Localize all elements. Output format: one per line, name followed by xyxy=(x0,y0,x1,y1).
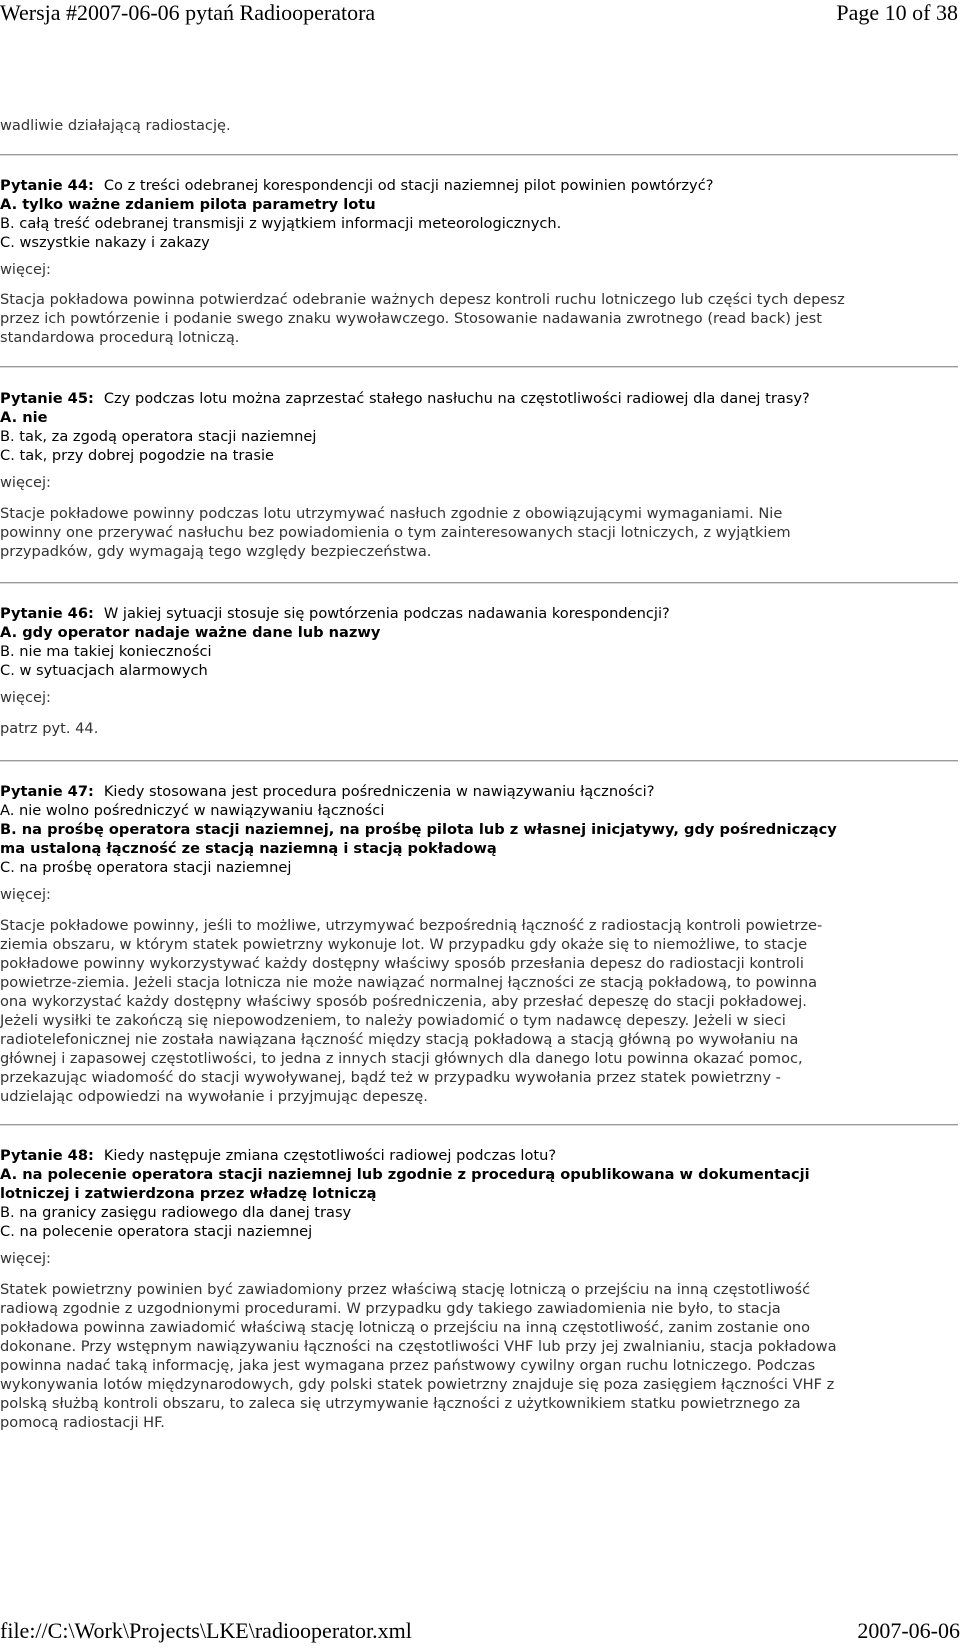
question-48-answer-a: A. na polecenie operatora stacji naziemnej lub zgodnie z procedurą opublikowana w dokumentacji xyxy=(0,1166,810,1183)
question-44-answer-a: A. tylko ważne zdaniem pilota parametry lotu xyxy=(0,196,376,213)
divider xyxy=(0,1124,958,1126)
question-47-answer-b-continued: ma ustaloną łączność ze stacją naziemną i stacją pokładową xyxy=(0,840,497,857)
print-date: 2007-06-06 xyxy=(857,1618,960,1643)
question-44-text xyxy=(0,176,713,196)
question-45-text xyxy=(0,389,810,409)
question-45-answer-b: B. tak, za zgodą operatora stacji naziemnej xyxy=(0,428,317,445)
question-48-explanation-line: powinna nadać taką informację, jaka jest wymagana przez państwowy cywilny organ ruchu lotniczego. Podczas xyxy=(0,1357,816,1374)
page-header xyxy=(0,0,960,40)
question-47-explanation-line: głównej i zapasowej częstotliwości, to jedna z innych stacji głównych dla danego lotu powinna okazać pomoc, xyxy=(0,1050,803,1067)
question-46-answer-b: B. nie ma takiej konieczności xyxy=(0,643,212,660)
question-45-answer-c: C. tak, przy dobrej pogodzie na trasie xyxy=(0,447,274,464)
question-48-explanation-line: wykonywania lotów międzynarodowych, gdy polski statek powietrzny znajduje się poza zasięgiem łączności VHF z xyxy=(0,1376,835,1393)
question-44-explanation-line: przez ich powtórzenie i podanie swego znaku wywoławczego. Stosowanie nadawania zwrotnego (read back) jest xyxy=(0,310,822,327)
question-46-answer-a: A. gdy operator nadaje ważne dane lub nazwy xyxy=(0,624,381,641)
question-47-explanation-line: Stacje pokładowe powinny, jeśli to możliwe, utrzymywać bezpośrednią łączność z radiostacją kontroli powietrze- xyxy=(0,917,823,934)
divider xyxy=(0,760,958,762)
question-46-explanation-line: patrz pyt. 44. xyxy=(0,720,99,737)
question-47-text xyxy=(0,782,654,802)
divider xyxy=(0,582,958,584)
question-48-text xyxy=(0,1146,556,1166)
question-48-answer-b: B. na granicy zasięgu radiowego dla danej trasy xyxy=(0,1204,352,1221)
question-46-label: Pytanie 46: xyxy=(0,605,94,622)
question-45-more-label: więcej: xyxy=(0,474,51,491)
question-48-explanation-line: pokładowa powinna zawiadomić właściwą stację lotniczą o przejściu na inną częstotliwość, zanim zostanie ono xyxy=(0,1319,811,1336)
question-46-text xyxy=(0,604,670,624)
divider xyxy=(0,366,958,368)
question-48-answer-c: C. na polecenie operatora stacji naziemnej xyxy=(0,1223,313,1240)
question-44-more-label: więcej: xyxy=(0,261,51,278)
question-47-more-label: więcej: xyxy=(0,886,51,903)
question-46-more-label: więcej: xyxy=(0,689,51,706)
question-47-explanation-line: przekazując wiadomość do stacji wywoływanej, bądź też w przypadku wywołania przez statek powietrzny - xyxy=(0,1069,781,1086)
question-44-explanation-line: Stacja pokładowa powinna potwierdzać odebranie ważnych depesz kontroli ruchu lotniczego lub części tych depesz xyxy=(0,291,845,308)
question-47-body: Kiedy stosowana jest procedura pośredniczenia w nawiązywaniu łączności? xyxy=(103,783,655,800)
question-44-label: Pytanie 44: xyxy=(0,177,94,194)
continuation-text: wadliwie działającą radiostację. xyxy=(0,117,231,134)
question-44-answer-b: B. całą treść odebranej transmisji z wyjątkiem informacji meteorologicznych. xyxy=(0,215,562,232)
question-48-explanation-line: dokonane. Przy wstępnym nawiązywaniu łączności na częstotliwości VHF lub przy jej zwalnianiu, stacja pokładowa xyxy=(0,1338,837,1355)
question-47-explanation-line: ona wykorzystać każdy dostępny właściwy sposób pośredniczenia, aby przesłać depeszę do stacji pokładowej. xyxy=(0,993,807,1010)
question-48-explanation-line: pomocą radiostacji HF. xyxy=(0,1414,165,1431)
question-48-answer-a-continued: lotniczej i zatwierdzona przez władzę lotniczą xyxy=(0,1185,377,1202)
question-44-explanation-line: standardowa procedurą lotniczą. xyxy=(0,329,240,346)
question-47-answer-b: B. na prośbę operatora stacji naziemnej, na prośbę pilota lub z własnej inicjatywy, gdy pośredniczący xyxy=(0,821,837,838)
page-footer xyxy=(0,1618,960,1650)
question-46-answer-c: C. w sytuacjach alarmowych xyxy=(0,662,208,679)
question-48-more-label: więcej: xyxy=(0,1250,51,1267)
file-path: file://C:\Work\Projects\LKE\radiooperator.xml xyxy=(0,1618,412,1643)
divider xyxy=(0,154,958,156)
question-48-explanation-line: polską służbą kontroli obszaru, to zaleca się utrzymywanie łączności z użytkownikiem statku powietrznego za xyxy=(0,1395,801,1412)
question-45-label: Pytanie 45: xyxy=(0,390,94,407)
question-47-explanation-line: powietrze-ziemia. Jeżeli stacja lotnicza nie może nawiązać normalnej łączności ze stacją pokładową, to powinna xyxy=(0,974,818,991)
question-48-body: Kiedy następuje zmiana częstotliwości radiowej podczas lotu? xyxy=(103,1147,557,1164)
question-44-body: Co z treści odebranej korespondencji od stacji naziemnej pilot powinien powtórzyć? xyxy=(103,177,714,194)
page-number: Page 10 of 38 xyxy=(836,0,958,25)
question-44-answer-c: C. wszystkie nakazy i zakazy xyxy=(0,234,210,251)
question-47-explanation-line: radiotelefonicznej nie została nawiązana łączność między stacją pokładową a stacją główną po wywołaniu na xyxy=(0,1031,799,1048)
question-47-explanation-line: Jeżeli wysiłki te zakończą się niepowodzeniem, to należy powiadomić o tym nadawcę depeszy. Jeżeli w sieci xyxy=(0,1012,786,1029)
question-45-explanation-line: przypadków, gdy wymagają tego względy bezpieczeństwa. xyxy=(0,543,432,560)
question-45-body: Czy podczas lotu można zaprzestać stałego nasłuchu na częstotliwości radiowej dla danej trasy? xyxy=(103,390,810,407)
question-48-explanation-line: radiową zgodnie z uzgodnionymi procedurami. W przypadku gdy takiego zawiadomienia nie było, to stacja xyxy=(0,1300,781,1317)
question-47-explanation-line: pokładowe powinny wykorzystywać każdy dostępny właściwy sposób przesłania depesz do radiostacji kontroli xyxy=(0,955,804,972)
question-47-explanation-line: ziemia obszaru, w którym statek powietrzny wykonuje lot. W przypadku gdy okaże się to niemożliwe, to stacje xyxy=(0,936,808,953)
question-45-explanation-line: Stacje pokładowe powinny podczas lotu utrzymywać nasłuch zgodnie z obowiązującymi wymaganiami. Nie xyxy=(0,505,783,522)
question-45-explanation-line: powinny one przerywać nasłuchu bez powiadomienia o tym zainteresowanych stacji lotniczych, z wyjątkiem xyxy=(0,524,791,541)
question-47-answer-c: C. na prośbę operatora stacji naziemnej xyxy=(0,859,292,876)
question-47-explanation-line: udzielając odpowiedzi na wywołanie i przyjmując depeszę. xyxy=(0,1088,428,1105)
question-48-explanation-line: Statek powietrzny powinien być zawiadomiony przez właściwą stację lotniczą o przejściu na inną częstotliwość xyxy=(0,1281,811,1298)
question-47-label: Pytanie 47: xyxy=(0,783,94,800)
question-45-answer-a: A. nie xyxy=(0,409,48,426)
question-46-body: W jakiej sytuacji stosuje się powtórzenia podczas nadawania korespondencji? xyxy=(103,605,670,622)
document-title: Wersja #2007-06-06 pytań Radiooperatora xyxy=(0,0,376,25)
question-48-label: Pytanie 48: xyxy=(0,1147,94,1164)
question-47-answer-a: A. nie wolno pośredniczyć w nawiązywaniu łączności xyxy=(0,802,385,819)
